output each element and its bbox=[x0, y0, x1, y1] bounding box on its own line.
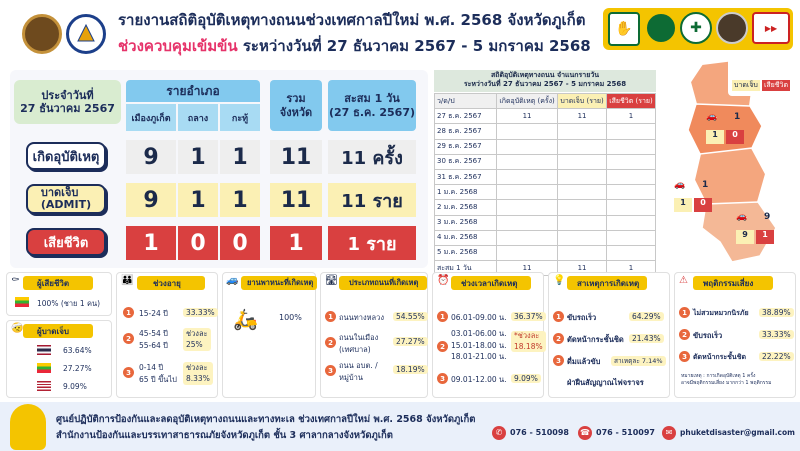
age-row-3-label: 0-14 ปี 65 ปี ขึ้นไป bbox=[139, 363, 177, 384]
report-date: ประจำวันที่ 27 ธันวาคม 2567 bbox=[14, 80, 121, 124]
cause-row-2-pct: 21.43% bbox=[629, 334, 664, 343]
age-box-title: ช่วงอายุ bbox=[153, 279, 181, 288]
col-injured: บาดเจ็บ (ราย) bbox=[558, 94, 607, 109]
area-accidents: 9 bbox=[764, 212, 771, 222]
behavior-box bbox=[674, 272, 796, 398]
district-kathu-header: กะทู้ bbox=[220, 104, 260, 131]
cumulative-header: สะสม 1 วัน (27 ธ.ค. 2567) bbox=[328, 80, 416, 131]
daily-table-title: สถิติอุบัติเหตุทางถนน จำแนกรายวัน ระหว่างวันที่ 27 ธันวาคม 2567 - 5 มกราคม 2568 bbox=[434, 70, 656, 92]
footer-line-2: สำนักงานป้องกันและบรรเทาสาธารณภัยจังหวัดภูเก็ต ชั้น 3 ศาลากลางจังหวัดภูเก็ต bbox=[56, 430, 393, 441]
rank-3-badge: 3 bbox=[123, 367, 134, 378]
email-icon: ✉ bbox=[662, 426, 676, 440]
time-row-2-label: 03.01-06.00 น. 15.01-18.00 น. 18.01-21.00 น. bbox=[451, 329, 507, 362]
family-icon: 👪 bbox=[121, 275, 134, 286]
daily-accident bbox=[497, 215, 558, 230]
daily-injured bbox=[558, 200, 607, 215]
daily-row bbox=[435, 154, 656, 169]
age-row-1-label: 15-24 ปี bbox=[139, 309, 168, 318]
accident-row-label: เกิดอุบัติเหตุ bbox=[26, 142, 106, 170]
phone-2[interactable]: 076 - 510097 bbox=[596, 428, 655, 437]
daily-dead bbox=[606, 215, 655, 230]
myanmar-flag-icon bbox=[15, 297, 29, 307]
rank-2-badge: 2 bbox=[679, 329, 690, 340]
col-accident: เกิดอุบัติเหตุ (ครั้ง) bbox=[497, 94, 558, 109]
road-row-2-label: ถนนในเมือง (เทศบาล) bbox=[339, 333, 379, 354]
time-row-3-pct: 9.09% bbox=[511, 374, 541, 383]
us-flag-icon bbox=[37, 381, 51, 391]
daily-row bbox=[435, 124, 656, 139]
area-dead: 1 bbox=[756, 230, 774, 244]
time-row-1-label: 06.01-09.00 น. bbox=[451, 313, 507, 322]
page-subtitle bbox=[118, 34, 591, 58]
accident-muang: 9 bbox=[126, 140, 176, 174]
injured-person-icon: 🤕 bbox=[11, 323, 24, 334]
area-dead: 0 bbox=[726, 130, 744, 144]
area-dead: 0 bbox=[694, 198, 712, 212]
car-icon: 🚗 bbox=[736, 212, 748, 222]
behavior-row-3-label: ตัดหน้ากระชั้นชิด bbox=[693, 353, 747, 361]
rank-2-badge: 2 bbox=[325, 337, 336, 348]
daily-dead bbox=[606, 154, 655, 169]
daily-dead bbox=[606, 245, 655, 260]
daily-accident bbox=[497, 200, 558, 215]
time-box-title: ช่วงเวลาเกิดเหตุ bbox=[461, 279, 518, 288]
rank-3-badge: 3 bbox=[679, 351, 690, 362]
clock-icon: ⏰ bbox=[437, 275, 450, 286]
vehicle-box-title: ยานพาหนะที่เกิดเหตุ bbox=[247, 278, 314, 287]
behavior-row-2-label: ขับรถเร็ว bbox=[693, 331, 723, 340]
rank-1-badge: 1 bbox=[553, 311, 564, 322]
time-row-2-pct: *ช่วงละ 18.18% bbox=[511, 331, 546, 352]
daily-date: 5 ม.ค. 2568 bbox=[435, 245, 497, 260]
health-logo: ✚ bbox=[680, 12, 712, 44]
daily-table bbox=[434, 93, 656, 276]
age-row-2-pct: ช่วงละ 25% bbox=[183, 328, 211, 351]
road-box bbox=[320, 272, 428, 398]
daily-accident bbox=[497, 154, 558, 169]
vehicle-pct: 100% bbox=[279, 313, 302, 322]
daily-row bbox=[435, 169, 656, 184]
cause-row-1-pct: 64.29% bbox=[629, 312, 664, 321]
cause-row-3-label: ดื่มแล้วขับ bbox=[567, 357, 601, 366]
injured-thalang: 1 bbox=[178, 183, 218, 217]
daily-total-injured: 11 bbox=[558, 261, 607, 276]
police-logo: ✋ bbox=[608, 12, 640, 46]
daily-date: 27 ธ.ค. 2567 bbox=[435, 109, 497, 124]
rank-2-badge: 2 bbox=[123, 333, 134, 344]
death-row-label: เสียชีวิต bbox=[26, 228, 106, 256]
rank-1-badge: 1 bbox=[437, 311, 448, 322]
behavior-note: หมายเหตุ : การเกิดอุบัติเหตุ 1 ครั้ง อาจมีพฤติกรรมเสี่ยง มากกว่า 1 พฤติกรรม bbox=[681, 373, 772, 386]
daily-injured: 11 bbox=[558, 109, 607, 124]
map-area-south bbox=[734, 212, 784, 246]
behavior-row-1-pct: 38.89% bbox=[759, 308, 794, 317]
accident-thalang: 1 bbox=[178, 140, 218, 174]
daily-injured bbox=[558, 169, 607, 184]
daily-date: 28 ธ.ค. 2567 bbox=[435, 124, 497, 139]
injured-box bbox=[6, 320, 112, 398]
province-total-header: รวม จังหวัด bbox=[270, 80, 322, 131]
district-header: รายอำเภอ bbox=[126, 80, 260, 102]
daily-injured bbox=[558, 245, 607, 260]
daily-dead bbox=[606, 185, 655, 200]
time-row-3-label: 09.01-12.00 น. bbox=[451, 375, 507, 384]
deaths-box-title: ผู้เสียชีวิต bbox=[37, 279, 70, 288]
injured-box-title: ผู้บาดเจ็บ bbox=[37, 327, 69, 336]
daily-injured bbox=[558, 230, 607, 245]
daily-row bbox=[435, 185, 656, 200]
behavior-row-2-pct: 33.33% bbox=[759, 330, 794, 339]
road-row-1-label: ถนนทางหลวง bbox=[339, 313, 385, 322]
age-row-2-label: 45-54 ปี 55-64 ปี bbox=[139, 329, 168, 350]
daily-total-dead: 1 bbox=[606, 261, 655, 276]
legend-dead: เสียชีวิต bbox=[764, 81, 788, 89]
map-legend bbox=[728, 58, 794, 96]
page-title: รายงานสถิติอุบัติเหตุทางถนนช่วงเทศกาลปีใหม่ พ.ศ. 2568 จังหวัดภูเก็ต bbox=[118, 11, 586, 29]
area-injured: 1 bbox=[674, 198, 692, 212]
daily-accident bbox=[497, 124, 558, 139]
daily-row bbox=[435, 215, 656, 230]
age-box bbox=[116, 272, 218, 398]
district-muang-header: เมืองภูเก็ต bbox=[126, 104, 176, 131]
death-kathu: 0 bbox=[220, 226, 260, 260]
lightbulb-icon: 💡 bbox=[553, 275, 566, 286]
daily-dead bbox=[606, 124, 655, 139]
motorcycle-icon: 🛵 bbox=[233, 307, 258, 331]
cause-extra: ฝ่าฝืนสัญญาณไฟจราจร bbox=[567, 378, 644, 387]
road-row-3-label: ถนน อบต. / หมู่บ้าน bbox=[339, 361, 378, 382]
daily-date: 3 ม.ค. 2568 bbox=[435, 215, 497, 230]
daily-dead bbox=[606, 230, 655, 245]
subtitle-date-range: ระหว่างวันที่ 27 ธันวาคม 2567 - 5 มกราคม 2568 bbox=[242, 37, 591, 55]
injured-pct-3: 9.09% bbox=[63, 382, 87, 391]
col-dead: เสียชีวิต (ราย) bbox=[606, 94, 655, 109]
map-area-north bbox=[704, 112, 754, 146]
transport-logo bbox=[716, 12, 748, 44]
phone-icon: ✆ bbox=[492, 426, 506, 440]
daily-date: 31 ธ.ค. 2567 bbox=[435, 169, 497, 184]
injured-kathu: 1 bbox=[220, 183, 260, 217]
subtitle-highlight: ช่วงควบคุมเข้มข้น bbox=[118, 37, 238, 55]
daily-date: 2 ม.ค. 2568 bbox=[435, 200, 497, 215]
daily-accident bbox=[497, 245, 558, 260]
phone-1[interactable]: 076 - 510098 bbox=[510, 428, 569, 437]
district-thalang-header: ถลาง bbox=[178, 104, 218, 131]
daily-date: 30 ธ.ค. 2567 bbox=[435, 154, 497, 169]
col-date: ว/ด/ป bbox=[435, 94, 497, 109]
thailand-flag-icon bbox=[37, 345, 51, 355]
daily-injured bbox=[558, 215, 607, 230]
death-total: 1 bbox=[270, 226, 322, 260]
road-row-1-pct: 54.55% bbox=[393, 312, 428, 321]
daily-row bbox=[435, 109, 656, 124]
email-link[interactable]: phuketdisaster@gmail.com bbox=[680, 428, 795, 437]
road-row-3-pct: 18.19% bbox=[393, 365, 428, 374]
daily-total-label: สะสม 1 วัน bbox=[435, 261, 497, 276]
daily-injured bbox=[558, 139, 607, 154]
fax-icon: ☎ bbox=[578, 426, 592, 440]
behavior-row-3-pct: 22.22% bbox=[759, 352, 794, 361]
coffin-icon: ⚰ bbox=[11, 275, 20, 286]
death-cumulative: 1 ราย bbox=[328, 226, 416, 260]
injured-cumulative: 11 ราย bbox=[328, 183, 416, 217]
accident-total: 11 bbox=[270, 140, 322, 174]
footer-line-1: ศูนย์ปฏิบัติการป้องกันและลดอุบัติเหตุทางถนนและทางทะเล ช่วงเทศกาลปีใหม่ พ.ศ. 2568 จังหวัดภูเก็ต bbox=[56, 414, 476, 425]
rank-1-badge: 1 bbox=[123, 307, 134, 318]
behavior-row-1-label: ไม่สวมหมวกนิรภัย bbox=[693, 309, 749, 317]
map-area-middle bbox=[672, 180, 722, 214]
myanmar-flag-icon bbox=[37, 363, 51, 373]
injured-pct-1: 63.64% bbox=[63, 346, 92, 355]
area-accidents: 1 bbox=[734, 112, 741, 122]
mascot-icon bbox=[10, 404, 46, 450]
time-row-1-pct: 36.37% bbox=[511, 312, 546, 321]
behavior-box-title: พฤติกรรมเสี่ยง bbox=[703, 279, 754, 288]
cause-row-1-label: ขับรถเร็ว bbox=[567, 313, 597, 322]
daily-row bbox=[435, 245, 656, 260]
area-injured: 9 bbox=[736, 230, 754, 244]
highway-logo bbox=[645, 12, 677, 44]
injured-row-label: บาดเจ็บ (ADMIT) bbox=[26, 184, 106, 214]
deaths-box-text: 100% (ชาย 1 คน) bbox=[37, 299, 101, 308]
rank-3-badge: 3 bbox=[553, 355, 564, 366]
area-accidents: 1 bbox=[702, 180, 709, 190]
area-injured: 1 bbox=[706, 130, 724, 144]
daily-dead bbox=[606, 200, 655, 215]
rank-1-badge: 1 bbox=[679, 307, 690, 318]
daily-date: 29 ธ.ค. 2567 bbox=[435, 139, 497, 154]
age-row-1-pct: 33.33% bbox=[183, 308, 218, 317]
daily-accident bbox=[497, 139, 558, 154]
accident-kathu: 1 bbox=[220, 140, 260, 174]
daily-accident: 11 bbox=[497, 109, 558, 124]
death-muang: 1 bbox=[126, 226, 176, 260]
daily-date: 4 ม.ค. 2568 bbox=[435, 230, 497, 245]
daily-dead bbox=[606, 139, 655, 154]
car-icon: 🚗 bbox=[706, 112, 718, 122]
daily-accident bbox=[497, 169, 558, 184]
emblem-logo bbox=[22, 14, 62, 54]
cause-row-2-label: ตัดหน้ากระชั้นชิด bbox=[567, 335, 624, 344]
daily-accident bbox=[497, 230, 558, 245]
road-box-title: ประเภทถนนที่เกิดเหตุ bbox=[349, 278, 419, 287]
road-sign-icon: 🛣 bbox=[325, 275, 338, 286]
injured-total: 11 bbox=[270, 183, 322, 217]
daily-dead: 1 bbox=[606, 109, 655, 124]
accident-cumulative: 11 ครั้ง bbox=[328, 140, 416, 174]
daily-row bbox=[435, 200, 656, 215]
daily-table-header bbox=[435, 94, 656, 109]
time-box bbox=[432, 272, 544, 398]
injured-pct-2: 27.27% bbox=[63, 364, 92, 373]
crash-car-icon: 🚙 bbox=[226, 275, 239, 286]
disaster-dept-logo bbox=[66, 14, 106, 54]
daily-accident bbox=[497, 185, 558, 200]
rank-3-badge: 3 bbox=[437, 373, 448, 384]
road-row-2-pct: 27.27% bbox=[393, 337, 428, 346]
daily-date: 1 ม.ค. 2568 bbox=[435, 185, 497, 200]
daily-injured bbox=[558, 185, 607, 200]
dlt-logo: ▶▶ bbox=[752, 12, 790, 44]
age-row-3-pct: ช่วงละ 8.33% bbox=[183, 362, 213, 385]
daily-dead bbox=[606, 169, 655, 184]
injured-muang: 9 bbox=[126, 183, 176, 217]
warning-icon: ⚠ bbox=[679, 275, 688, 286]
daily-injured bbox=[558, 124, 607, 139]
car-icon: 🚗 bbox=[674, 180, 686, 190]
rank-3-badge: 3 bbox=[325, 365, 336, 376]
daily-injured bbox=[558, 154, 607, 169]
death-thalang: 0 bbox=[178, 226, 218, 260]
rank-2-badge: 2 bbox=[553, 333, 564, 344]
daily-total-accident: 11 bbox=[497, 261, 558, 276]
cause-box bbox=[548, 272, 670, 398]
legend-injured: บาดเจ็บ bbox=[734, 81, 758, 89]
cause-row-3-pct: สาเหตุละ 7.14% bbox=[611, 356, 666, 366]
daily-row bbox=[435, 230, 656, 245]
deaths-box bbox=[6, 272, 112, 316]
daily-row bbox=[435, 139, 656, 154]
rank-2-badge: 2 bbox=[437, 341, 448, 352]
vehicle-box bbox=[222, 272, 316, 398]
rank-1-badge: 1 bbox=[325, 311, 336, 322]
cause-box-title: สาเหตุการเกิดเหตุ bbox=[577, 279, 640, 288]
